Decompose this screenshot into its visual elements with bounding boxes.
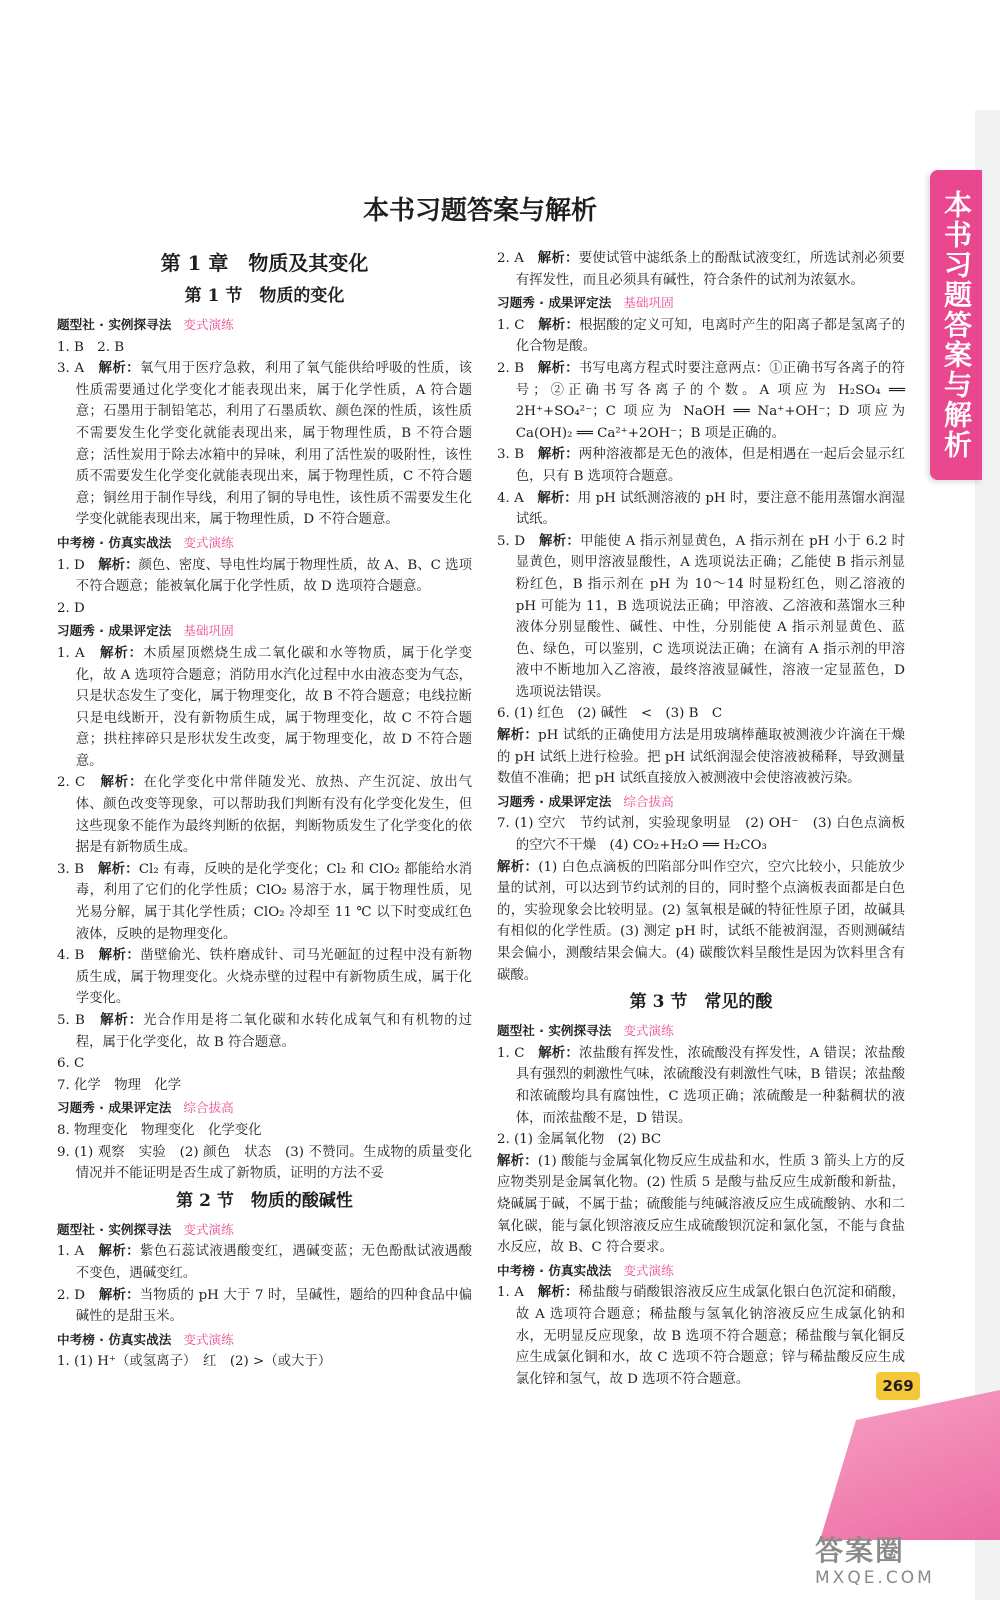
subhead-label: 中考榜 · 仿真实战法 bbox=[57, 534, 172, 550]
analysis-label: 解析： bbox=[497, 858, 539, 875]
watermark-site: MXQE.COM bbox=[815, 1568, 935, 1588]
subhead-label: 题型社 · 实例探寻法 bbox=[57, 1221, 172, 1237]
watermark-logo bbox=[815, 1535, 975, 1595]
answer-item bbox=[497, 531, 905, 704]
analysis-label: 解析： bbox=[98, 1243, 141, 1260]
analysis-text: 稀盐酸与硝酸银溶液反应生成氯化银白色沉淀和硝酸，故 A 选项符合题意；稀盐酸与氢氧化钠溶液反应生成氯化钠和水，无明显反应现象，故 B 选项不符合题意；稀盐酸与氧化铜反应生成氯化铜和水，故 C 选项不符合题意；锌与稀盐酸反应生成氯化锌和氢气，故 D 选项不符合题意。 bbox=[515, 1285, 906, 1387]
answer-item bbox=[497, 1043, 905, 1129]
analysis-text: 浓盐酸有挥发性，浓硫酸没有挥发性，A 错误；浓盐酸具有强烈的刺激性气味，浓硫酸没有刺激性气味，B 错误；浓盐酸和浓硫酸均具有腐蚀性，C 选项正确；浓硫酸是一种黏稠状的液体，而浓盐酸不是，D 错误。 bbox=[515, 1045, 906, 1126]
exercise-subhead bbox=[497, 292, 905, 314]
answer-item bbox=[57, 1285, 472, 1328]
analysis-label: 解析： bbox=[99, 644, 144, 661]
exercise-subhead bbox=[57, 620, 472, 642]
right-column bbox=[497, 248, 905, 1390]
answer-number: 7. (1) 空穴 节约试剂，实验现象明显 (2) OH⁻ (3) 白色点滴板的空穴不干燥 (4) CO₂+H₂O ══ H₂CO₃ bbox=[497, 816, 905, 854]
subhead-tag: 变式演练 bbox=[183, 534, 234, 550]
watermark-cn: 答案圈 bbox=[815, 1534, 906, 1567]
analysis-label: 解析： bbox=[100, 774, 144, 791]
subhead-label: 题型社 · 实例探寻法 bbox=[497, 1023, 612, 1039]
analysis-text: 两种溶液都是无色的液体，但是相遇在一起后会显示红色，只有 B 选项符合题意。 bbox=[515, 447, 906, 484]
analysis-text: 光合作用是将二氧化碳和水转化成氧气和有机物的过程，属于化学变化，故 B 符合题意。 bbox=[75, 1013, 473, 1050]
page-title: 本书习题答案与解析 bbox=[362, 196, 597, 226]
left-column bbox=[57, 248, 472, 1373]
analysis-label: 解析： bbox=[537, 489, 578, 506]
answer-item bbox=[57, 1010, 472, 1053]
answer-number: 1. A bbox=[57, 645, 85, 661]
analysis-text: 凿壁偷光、铁杵磨成针、司马光砸缸的过程中没有新物质生成，属于物理变化。火烧赤壁的过程中有新物质生成，属于化学变化。 bbox=[75, 948, 473, 1007]
subhead-tag: 基础巩固 bbox=[623, 295, 674, 311]
answer-item bbox=[57, 1075, 472, 1097]
analysis-text: 颜色、密度、导电性均属于物理性质，故 A、B、C 选项不符合题意；能被氧化属于化学性质，故 D 选项符合题意。 bbox=[75, 557, 472, 595]
side-tab-label: 本书习题答案与解析 bbox=[940, 190, 973, 460]
subhead-tag: 基础巩固 bbox=[183, 623, 234, 639]
answer-number: 1. D bbox=[57, 557, 85, 573]
answer-item bbox=[57, 859, 472, 945]
analysis-label: 解析： bbox=[98, 556, 139, 573]
analysis-text: (1) 酸能与金属氧化物反应生成盐和水，性质 3 箭头上方的反应物类别是金属氧化物。(2) 性质 5 是酸与盐反应生成新酸和新盐，烧碱属于碱，不属于盐；硫酸能与纯碱溶液反应生成硫酸钠、水和二氧化碳，能与氯化钡溶液反应生成硫酸钡沉淀和氯化氢，不能与食盐水反应，故 B、C 符合要求。 bbox=[497, 1153, 905, 1256]
analysis-label: 解析： bbox=[497, 727, 539, 744]
analysis-label: 解析： bbox=[100, 1012, 144, 1028]
answer-item bbox=[57, 945, 472, 1010]
answer-item bbox=[57, 358, 472, 531]
answer-number: 6. C bbox=[57, 1056, 85, 1072]
section-title: 第 1 节 物质的变化 bbox=[184, 286, 345, 306]
answer-item bbox=[497, 813, 905, 856]
analysis-label: 解析： bbox=[98, 1286, 140, 1303]
answer-item bbox=[57, 643, 472, 773]
analysis-text: pH 试纸的正确使用方法是用玻璃棒蘸取被测液少许滴在干燥的 pH 试纸上进行检验。把 pH 试纸润湿会使溶液被稀释，导致测量数值不准确；把 pH 试纸直接放入被测液中会使溶液被污染。 bbox=[497, 728, 905, 787]
analysis-text: Cl₂ 有毒，反映的是化学变化；Cl₂ 和 ClO₂ 都能给水消毒，利用了它们的化学性质；ClO₂ 易溶于水，属于物理性质，见光易分解，属于其化学性质；ClO₂ 冷却至 11 ℃ 以下时变成红色液体，反映的是物理变化。 bbox=[75, 861, 473, 942]
answer-item bbox=[497, 358, 905, 444]
exercise-subhead bbox=[497, 1260, 905, 1282]
exercise-subhead bbox=[497, 1020, 905, 1042]
analysis-text: (1) 白色点滴板的凹陷部分叫作空穴，空穴比较小，只能放少量的试剂，可以达到节约试剂的目的，同时整个点滴板表面都是白色的，实验现象会比较明显。(2) 氢氧根是碱的特征性原子团，故碱具有相似的化学性质。(3) 测定 pH 时，试纸不能被润湿，否则测碱结果会偏小，测酸结果会偏大。(4) 碳酸饮料呈酸性是因为饮料里含有碳酸。 bbox=[497, 859, 905, 983]
analysis-label: 解析： bbox=[497, 1152, 538, 1169]
answer-number: 1. A bbox=[497, 1285, 524, 1301]
answer-item bbox=[497, 1129, 905, 1151]
analysis-text: 用 pH 试纸测溶液的 pH 时，要注意不能用蒸馏水润湿试纸。 bbox=[515, 490, 906, 528]
analysis-label: 解析： bbox=[537, 250, 579, 266]
answer-number: 1. C bbox=[497, 317, 525, 333]
subhead-tag: 变式演练 bbox=[623, 1023, 674, 1039]
subhead-label: 中考榜 · 仿真实战法 bbox=[57, 1331, 172, 1347]
analysis-label: 解析： bbox=[537, 359, 579, 376]
answer-item bbox=[57, 1142, 472, 1185]
subhead-label: 中考榜 · 仿真实战法 bbox=[497, 1262, 612, 1278]
exercise-subhead bbox=[497, 791, 905, 813]
answer-number: 3. B bbox=[57, 861, 85, 877]
answer-item bbox=[57, 598, 472, 620]
analysis-label: 解析： bbox=[538, 1044, 579, 1061]
analysis-paragraph bbox=[497, 1151, 905, 1259]
answer-number: 1. C bbox=[497, 1045, 525, 1061]
subhead-label: 题型社 · 实例探寻法 bbox=[57, 317, 172, 332]
answer-item bbox=[497, 315, 905, 358]
answer-item bbox=[57, 1351, 472, 1373]
subhead-label: 习题秀 · 成果评定法 bbox=[57, 1100, 172, 1116]
analysis-text: 紫色石蕊试液遇酸变红，遇碱变蓝；无色酚酞试液遇酸不变色，遇碱变红。 bbox=[75, 1244, 473, 1281]
answer-item bbox=[57, 772, 472, 858]
exercise-subhead bbox=[57, 1329, 472, 1351]
subhead-label: 习题秀 · 成果评定法 bbox=[497, 295, 612, 311]
exercise-subhead bbox=[57, 314, 472, 336]
answer-number: 2. D bbox=[57, 600, 85, 616]
answer-number: 2. B bbox=[497, 360, 525, 376]
answer-item bbox=[57, 1241, 472, 1284]
subhead-tag: 变式演练 bbox=[183, 317, 234, 332]
answer-item bbox=[57, 1120, 472, 1142]
exercise-subhead bbox=[57, 1219, 472, 1241]
answer-number: 1. B 2. B bbox=[57, 339, 125, 355]
answer-number: 6. (1) 红色 (2) 碱性 < (3) B C bbox=[497, 706, 723, 722]
analysis-label: 解析： bbox=[537, 446, 579, 463]
analysis-text: 根据酸的定义可知，电离时产生的阳离子都是氢离子的化合物是酸。 bbox=[515, 317, 906, 355]
subhead-tag: 综合拔高 bbox=[623, 793, 674, 809]
subhead-label: 习题秀 · 成果评定法 bbox=[57, 623, 172, 639]
answer-number: 8. 物理变化 物理变化 化学变化 bbox=[57, 1122, 262, 1138]
analysis-label: 解析： bbox=[97, 860, 139, 877]
answer-number: 3. B bbox=[497, 447, 525, 463]
section-title: 第 2 节 物质的酸碱性 bbox=[176, 1190, 353, 1211]
chapter-title: 第 1 章 物质及其变化 bbox=[160, 251, 369, 275]
answer-item bbox=[57, 337, 472, 359]
analysis-text: 在化学变化中常伴随发光、放热、产生沉淀、放出气体、颜色改变等现象，可以帮助我们判断有没有化学变化发生，但这些现象不能作为最终判断的依据，判断物质发生了化学变化的依据是有新物质生成。 bbox=[75, 775, 473, 856]
answer-item bbox=[57, 1053, 472, 1075]
answer-number: 5. D bbox=[497, 533, 526, 549]
answer-number: 4. A bbox=[497, 490, 524, 506]
analysis-text: 当物质的 pH 大于 7 时，呈碱性，题给的四种食品中偏碱性的是甜玉米。 bbox=[75, 1287, 473, 1325]
subhead-label: 习题秀 · 成果评定法 bbox=[497, 793, 612, 809]
analysis-label: 解析： bbox=[539, 532, 581, 549]
answer-item bbox=[497, 703, 905, 725]
answer-number: 1. (1) H⁺（或氢离子） 红 (2) >（或大于） bbox=[57, 1354, 332, 1370]
analysis-paragraph bbox=[497, 857, 905, 987]
exercise-subhead bbox=[57, 532, 472, 554]
answer-number: 3. A bbox=[57, 361, 85, 377]
answer-number: 4. B bbox=[57, 948, 85, 964]
answer-item bbox=[497, 488, 905, 531]
subhead-tag: 变式演练 bbox=[623, 1262, 674, 1278]
analysis-text: 书写电离方程式时要注意两点：①正确书写各离子的符号；②正确书写各离子的个数。A 项应为 H₂SO₄ ══ 2H⁺+SO₄²⁻；C 项应为 NaOH ══ Na⁺+OH⁻；D 项应为 Ca(OH)₂ ══ Ca²⁺+2OH⁻；B 项是正确的。 bbox=[515, 360, 906, 441]
answer-number: 2. (1) 金属氧化物 (2) BC bbox=[497, 1132, 662, 1148]
answer-number: 1. A bbox=[57, 1244, 85, 1260]
subhead-tag: 变式演练 bbox=[183, 1331, 234, 1347]
analysis-text: 要使试管中滤纸条上的酚酞试液变红，所选试剂必须要有挥发性，而且必须具有碱性，符合条件的试剂为浓氨水。 bbox=[515, 251, 906, 288]
subhead-tag: 综合拔高 bbox=[183, 1100, 234, 1116]
page-corner-decoration bbox=[820, 1390, 1000, 1540]
subhead-tag: 变式演练 bbox=[183, 1221, 234, 1237]
analysis-paragraph bbox=[497, 725, 905, 790]
answer-number: 9. (1) 观察 实验 (2) 颜色 状态 (3) 不赞同。生成物的质量变化情况并不能证明是否生成了新物质，证明的方法不妥 bbox=[57, 1144, 472, 1182]
answer-number: 5. B bbox=[57, 1013, 85, 1028]
answer-item bbox=[497, 248, 905, 291]
answer-number: 2. A bbox=[497, 251, 524, 266]
answer-item bbox=[497, 1282, 905, 1390]
analysis-label: 解析： bbox=[537, 1284, 579, 1301]
analysis-label: 解析： bbox=[98, 947, 141, 964]
page-number: 269 bbox=[876, 1372, 920, 1400]
analysis-text: 甲能使 A 指示剂显黄色，A 指示剂在 pH 小于 6.2 时显黄色，则甲溶液显酸性，A 选项说法正确；乙能使 B 指示剂显粉红色，B 指示剂在 pH 为 10～14 时显粉红色，则乙溶液的 pH 可能为 11，B 选项说法正确；甲溶液、乙溶液和蒸馏水三种液体分别显酸性、碱性、中性，分别能使 A 指示剂显黄色、蓝色、绿色，可以鉴别，C 选项说法正确；在滴有 A 指示剂的甲溶液中不断地加入乙溶液，最终溶液显碱性，溶液一定显蓝色，D 选项说法错误。 bbox=[515, 533, 906, 700]
answer-item bbox=[57, 555, 472, 598]
analysis-text: 氧气用于医疗急救，利用了氧气能供给呼吸的性质，该性质需要通过化学变化才能表现出来，属于化学性质，A 符合题意；石墨用于制铅笔芯，利用了石墨质软、颜色深的性质，该性质不需要发生化学变化就能表现出来，属于物理性质，B 不符合题意；活性炭用于除去冰箱中的异味，利用了活性炭的吸附性，该性质不需要发生化学变化就能表现出来，属于物理性质，C 不符合题意；铜丝用于制作导线，利用了铜的导电性，该性质不需要发生化学变化就能表现出来，属于物理性质，D 不符合题意。 bbox=[75, 361, 473, 528]
analysis-text: 木质屋顶燃烧生成二氧化碳和水等物质，属于化学变化，故 A 选项符合题意；消防用水汽化过程中水由液态变为气态，只是状态发生了变化，属于物理变化，故 B 不符合题意；电线拉断只是电线断开，没有新物质生成，属于物理变化，故 C 不符合题意；拱柱摔碎只是形状发生改变，属于物理变化，故 D 不符合题意。 bbox=[75, 645, 473, 769]
exercise-subhead bbox=[57, 1097, 472, 1119]
answer-item bbox=[497, 444, 905, 487]
section-title: 第 3 节 常见的酸 bbox=[629, 992, 773, 1013]
answer-number: 7. 化学 物理 化学 bbox=[57, 1077, 182, 1093]
analysis-label: 解析： bbox=[98, 360, 141, 377]
analysis-label: 解析： bbox=[538, 316, 580, 333]
answer-number: 2. C bbox=[57, 775, 86, 791]
answer-number: 2. D bbox=[57, 1287, 85, 1303]
